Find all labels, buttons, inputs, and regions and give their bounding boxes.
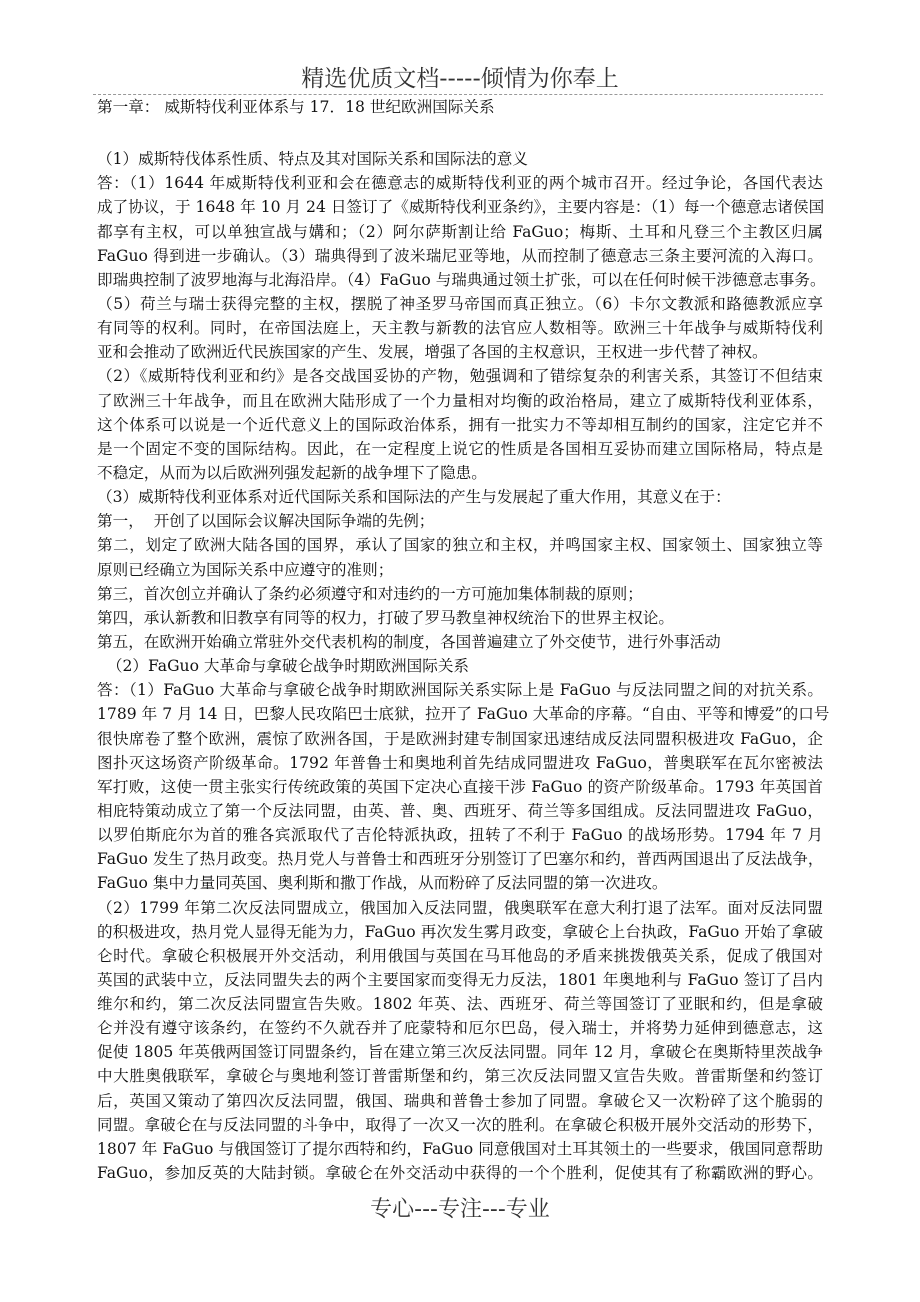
text-line: FaGuo 集中力量同英国、奥利斯和撒丁作战，从而粉碎了反法同盟的第一次进攻。 bbox=[97, 874, 668, 893]
document-text bbox=[97, 147, 830, 1185]
text-line: 仑时代。拿破仑积极展开外交活动，利用俄国与英国在马耳他岛的矛盾来挑拨俄英关系，促成了俄国对 bbox=[97, 946, 823, 965]
text-line: FaGuo 发生了热月政变。热月党人与普鲁士和西班牙分别签订了巴塞尔和约，普西两国退出了反法战争， bbox=[97, 850, 824, 869]
text-line: （1）威斯特伐体系性质、特点及其对国际关系和国际法的意义 bbox=[97, 150, 528, 169]
text-line: 促使 1805 年英俄两国签订同盟条约，旨在建立第三次反法同盟。同年 12 月，拿破仑在奥斯特里茨战争 bbox=[97, 1043, 823, 1062]
text-line: 有同等的权利。同时，在帝国法庭上，天主教与新教的法官应人数相等。欧洲三十年战争与威斯特伐利 bbox=[97, 319, 823, 338]
text-line: 1807 年 FaGuo 与俄国签订了提尔西特和约，FaGuo 同意俄国对土耳其领土的一些要求，俄国同意帮助 bbox=[97, 1139, 823, 1158]
text-line: 相庇特策动成立了第一个反法同盟，由英、普、奥、西班牙、荷兰等多国组成。反法同盟进攻 FaGuo， bbox=[97, 801, 823, 820]
text-line: 不稳定，从而为以后欧洲列强发起新的战争埋下了隐患。 bbox=[97, 463, 487, 482]
text-line: 即瑞典控制了波罗地海与北海沿岸。（4）FaGuo 与瑞典通过领土扩张，可以在任何时候干涉德意志事务。 bbox=[97, 270, 826, 289]
text-line: 军打败，这使一贯主张实行传统政策的英国下定决心直接干涉 FaGuo 的资产阶级革命。1793 年英国首 bbox=[97, 777, 823, 796]
text-line: 同盟。拿破仑在与反法同盟的斗争中，取得了一次又一次的胜利。在拿破仑积极开展外交活动的形势下， bbox=[97, 1115, 823, 1134]
text-line: 英国的武装中立，反法同盟失去的两个主要国家而变得无力反法，1801 年奥地利与 FaGuo 签订了吕内 bbox=[97, 970, 823, 989]
text-line: 1789 年 7 月 14 日，巴黎人民攻陷巴士底狱，拉开了 FaGuo 大革命的序幕。“自由、平等和博爱”的口号 bbox=[97, 705, 830, 724]
text-line: 第四，承认新教和旧教享有同等的权力，打破了罗马教皇神权统治下的世界主权论。 bbox=[97, 608, 674, 627]
text-line: 答：（1）1644 年威斯特伐利亚和会在德意志的威斯特伐利亚的两个城市召开。经过争论，各国代表达 bbox=[97, 174, 823, 193]
text-line: 仑并没有遵守该条约，在签约不久就吞并了庇蒙特和厄尔巴岛，侵入瑞士，并将势力延伸到德意志，这 bbox=[97, 1019, 823, 1038]
text-line: 以罗伯斯庇尔为首的雅各宾派取代了吉伦特派执政，扭转了不利于 FaGuo 的战场形势。1794 年 7 月 bbox=[97, 826, 823, 845]
blank-line bbox=[97, 119, 823, 147]
text-line: 了欧洲三十年战争，而且在欧洲大陆形成了一个力量相对均衡的政治格局，建立了威斯特伐利亚体系， bbox=[97, 391, 823, 410]
text-line: （3）威斯特伐利亚体系对近代国际关系和国际法的产生与发展起了重大作用，其意义在于： bbox=[97, 488, 731, 507]
text-line: （5）荷兰与瑞士获得完整的主权，摆脱了神圣罗马帝国而真正独立。（6）卡尔文教派和路德教派应享 bbox=[97, 294, 823, 313]
text-line: 是一个固定不变的国际结构。因此，在一定程度上说它的性质是各国相互妥协而建立国际格局，特点是 bbox=[97, 439, 823, 458]
text-line: 成了协议，于 1648 年 10 月 24 日签订了《威斯特伐利亚条约》，主要内容是：（1）每一个德意志诸侯国 bbox=[97, 198, 825, 217]
text-line: 答：（1）FaGuo 大革命与拿破仑战争时期欧洲国际关系实际上是 FaGuo 与反法同盟之间的对抗关系。 bbox=[97, 681, 823, 700]
text-line: （2）《威斯特伐利亚和约》是各交战国妥协的产物，勉强调和了错综复杂的利害关系，其签订不但结束 bbox=[97, 367, 823, 386]
document-body bbox=[97, 95, 830, 1185]
chapter-title: 第一章： 威斯特伐利亚体系与 17．18 世纪欧洲国际关系 bbox=[97, 98, 495, 116]
text-line: FaGuo，参加反英的大陆封锁。拿破仑在外交活动中获得的一个个胜利，促使其有了称霸欧洲的野心。 bbox=[97, 1164, 823, 1183]
page-footer: 专心---专注---专业 bbox=[370, 1197, 550, 1222]
text-line: 第一， 开创了以国际会议解决国际争端的先例； bbox=[97, 512, 435, 531]
text-line: （2）1799 年第二次反法同盟成立，俄国加入反法同盟，俄奥联军在意大利打退了法军。面对反法同盟 bbox=[97, 898, 823, 917]
text-line: 后，英国又策动了第四次反法同盟，俄国、瑞典和普鲁士参加了同盟。拿破仑又一次粉碎了这个脆弱的 bbox=[97, 1091, 823, 1110]
text-line: 图扑灭这场资产阶级革命。1792 年普鲁士和奥地利首先结成同盟进攻 FaGuo，普奥联军在瓦尔密被法 bbox=[97, 753, 823, 772]
page-header: 精选优质文档-----倾情为你奉上 bbox=[301, 66, 619, 92]
text-line: （2）FaGuo 大革命与拿破仑战争时期欧洲国际关系 bbox=[97, 657, 470, 676]
text-line: 亚和会推动了欧洲近代民族国家的产生、发展，增强了各国的主权意识，王权进一步代替了神权。 bbox=[97, 343, 768, 362]
text-line: 都享有主权，可以单独宣战与媾和；（2）阿尔萨斯割让给 FaGuo；梅斯、土耳和凡登三个主教区归属 bbox=[97, 222, 823, 241]
text-line: 第二，划定了欧洲大陆各国的国界，承认了国家的独立和主权，并鸣国家主权、国家领土、国家独立等 bbox=[97, 536, 823, 555]
text-line: 第三，首次创立并确认了条约必须遵守和对违约的一方可施加集体制裁的原则； bbox=[97, 584, 643, 603]
text-line: 中大胜奥俄联军，拿破仑与奥地利签订普雷斯堡和约，第三次反法同盟又宣告失败。普雷斯堡和约签订 bbox=[97, 1067, 823, 1086]
text-line: 很快席卷了整个欧洲，震惊了欧洲各国，于是欧洲封建专制国家迅速结成反法同盟积极进攻 FaGuo，企 bbox=[97, 729, 823, 748]
text-line: 第五，在欧洲开始确立常驻外交代表机构的制度，各国普遍建立了外交使节，进行外事活动 bbox=[97, 632, 721, 651]
text-line: FaGuo 得到进一步确认。（3）瑞典得到了波米瑞尼亚等地，从而控制了德意志三条主要河流的入海口。 bbox=[97, 246, 823, 265]
text-line: 原则已经确立为国际关系中应遵守的准则； bbox=[97, 560, 394, 579]
text-line: 维尔和约，第二次反法同盟宣告失败。1802 年英、法、西班牙、荷兰等国签订了亚眠和约，但是拿破 bbox=[97, 995, 823, 1014]
text-line: 的积极进攻，热月党人显得无能为力，FaGuo 再次发生雾月政变，拿破仑上台执政，FaGuo 开始了拿破 bbox=[97, 922, 823, 941]
text-line: 这个体系可以说是一个近代意义上的国际政治体系，拥有一批实力不等却相互制约的国家，注定它并不 bbox=[97, 415, 823, 434]
